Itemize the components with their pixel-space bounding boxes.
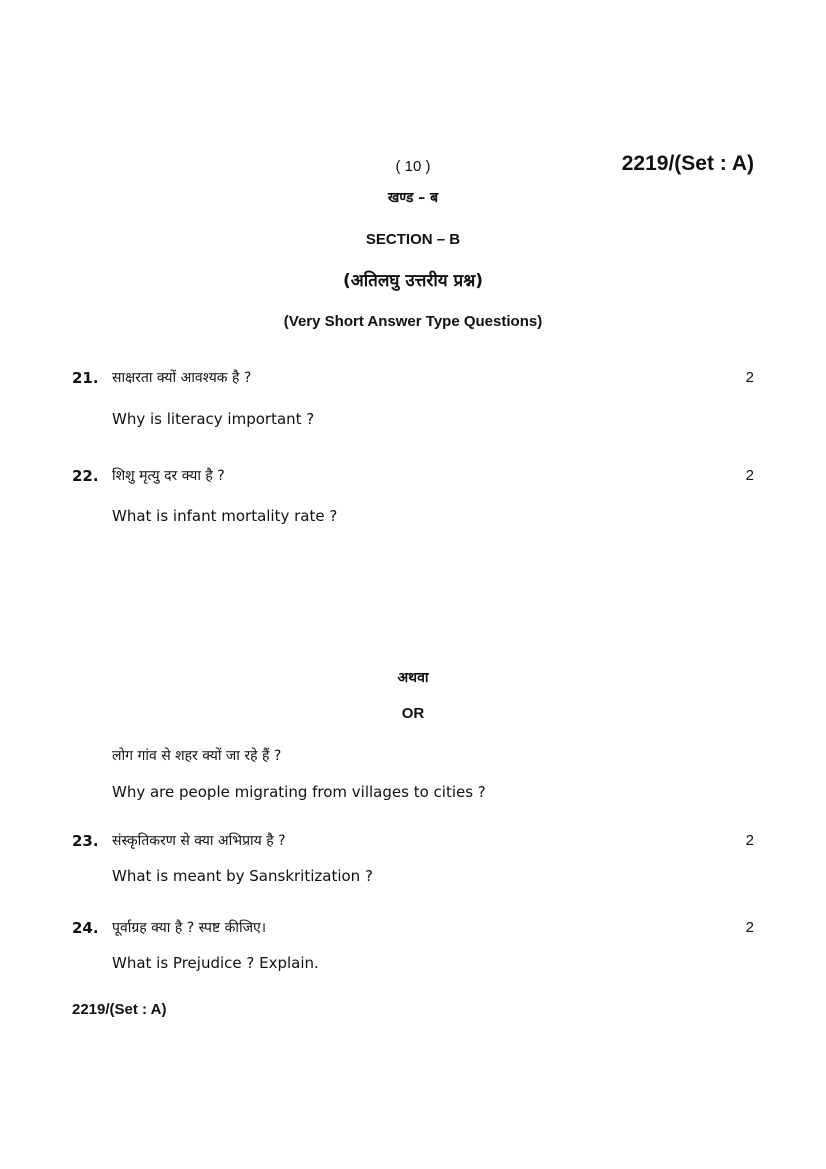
question-marks: 2 [745, 369, 754, 386]
question-type-hindi: (अतिलघु उत्तरीय प्रश्न) [342, 271, 483, 291]
section-title: SECTION – B [365, 231, 461, 248]
or-separator: OR [401, 705, 425, 722]
paper-code-header: 2219/(Set : A) [621, 152, 754, 175]
question-text-hindi: लोग गांव से शहर क्यों जा रहे हैं ? [112, 748, 282, 764]
question-text-english: Why are people migrating from villages to cities ? [112, 783, 486, 801]
question-text-hindi: साक्षरता क्यों आवश्यक है ? [112, 370, 252, 386]
paper-code-footer: 2219/(Set : A) [72, 1001, 167, 1018]
question-marks: 2 [745, 919, 754, 936]
page-number: ( 10 ) [395, 158, 431, 175]
question-marks: 2 [745, 832, 754, 849]
question-marks: 2 [745, 467, 754, 484]
question-text-hindi: संस्कृतिकरण से क्या अभिप्राय है ? [112, 833, 286, 849]
or-separator-hindi: अथवा [397, 670, 429, 686]
question-number: 21. [72, 369, 99, 387]
question-text-english: What is Prejudice ? Explain. [112, 954, 319, 972]
question-number: 22. [72, 467, 99, 485]
question-text-english: Why is literacy important ? [112, 410, 315, 428]
question-text-hindi: पूर्वाग्रह क्या है ? स्पष्ट कीजिए। [112, 920, 267, 936]
question-text-hindi: शिशु मृत्यु दर क्या है ? [112, 468, 225, 484]
question-text-english: What is infant mortality rate ? [112, 507, 338, 525]
question-text-english: What is meant by Sanskritization ? [112, 867, 373, 885]
section-title-hindi: खण्ड – ब [387, 190, 439, 206]
question-number: 24. [72, 919, 99, 937]
question-type: (Very Short Answer Type Questions) [283, 313, 543, 330]
question-number: 23. [72, 832, 99, 850]
